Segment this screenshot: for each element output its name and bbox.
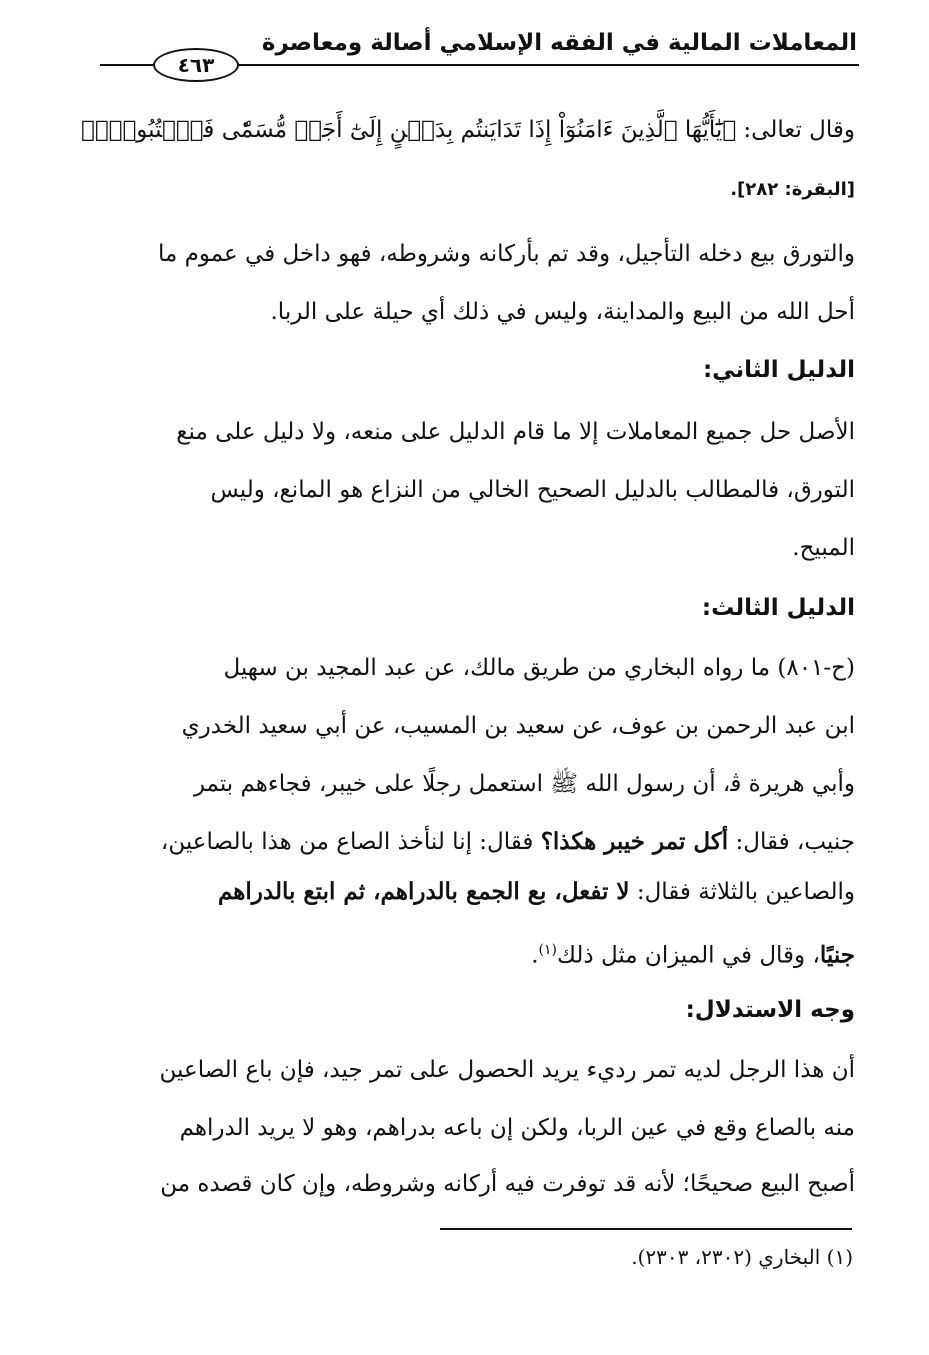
footnote-marker: (١) xyxy=(538,942,557,958)
hadith-line4-start: جنيب، فقال: xyxy=(728,829,855,855)
hadith-line5-bold: لا تفعل، بع الجمع بالدراهم، ثم ابتع بالدراهم xyxy=(217,878,630,905)
hadith-line3: وأبي هريرة ﭬ، أن رسول الله ﷺ استعمل رجلًا على خيبر، فجاءهم بتمر xyxy=(193,771,855,797)
hadith-line5 xyxy=(218,872,855,912)
footnote: (١) البخاري (٢٣٠٢، ٢٣٠٣). xyxy=(631,1245,853,1269)
para2-line3: المبيح. xyxy=(792,535,855,561)
footnote-rule xyxy=(440,1228,852,1230)
hadith-line2: ابن عبد الرحمن بن عوف، عن سعيد بن المسيب، عن أبي سعيد الخدري xyxy=(181,713,855,739)
hadith-line6-bold: جنيًا xyxy=(819,941,855,969)
hadith-line5-start: والصاعين بالثلاثة فقال: xyxy=(629,879,855,905)
para4-line1: أن هذا الرجل لديه تمر رديء يريد الحصول على تمر جيد، فإن باع الصاعين xyxy=(159,1057,855,1083)
para4-line3: أصبح البيع صحيحًا؛ لأنه قد توفرت فيه أركانه وشروطه، وإن كان قصده من xyxy=(160,1171,855,1197)
heading-inference: وجه الاستدلال: xyxy=(685,997,855,1023)
hadith-line6 xyxy=(531,930,855,976)
heading-third-evidence: الدليل الثالث: xyxy=(701,595,855,621)
hadith-line4-end: فقال: إنا لنأخذ الصاع من هذا بالصاعين، xyxy=(160,829,541,855)
hadith-line4 xyxy=(161,822,855,862)
para1-line1: والتورق بيع دخله التأجيل، وقد تم بأركانه وشروطه، فهو داخل في عموم ما xyxy=(157,241,855,267)
hadith-line6-text: ، وقال في الميزان مثل ذلك xyxy=(557,942,820,969)
hadith-line4-bold: أكل تمر خيبر هكذا؟ xyxy=(540,828,729,855)
running-title: المعاملات المالية في الفقه الإسلامي أصالة ومعاصرة xyxy=(261,30,857,56)
hadith-line6-end: . xyxy=(531,942,539,969)
para2-line2: التورق، فالمطالب بالدليل الصحيح الخالي من النزاع هو المانع، وليس xyxy=(210,477,855,503)
heading-second-evidence: الدليل الثاني: xyxy=(702,357,855,383)
verse-reference: [البقرة: ٢٨٢]. xyxy=(730,179,855,200)
page-number: ٤٦٣ xyxy=(153,48,239,82)
hadith-line1: (ح-٨٠١) ما رواه البخاري من طريق مالك، عن عبد المجيد بن سهيل xyxy=(223,655,855,681)
verse-line: وقال تعالى: ﴿يَٰٓأَيُّهَا ٱلَّذِينَ ءَامَنُوٓاْ إِذَا تَدَايَنتُم بِدَيۡنٍ إِلَىٰٓ أَجَلٖ مُّسَمّٗى فَٱكۡتُبُوهُۚ﴾ xyxy=(81,117,855,143)
para1-line2: أحل الله من البيع والمداينة، وليس في ذلك أي حيلة على الربا. xyxy=(270,299,855,325)
para2-line1: الأصل حل جميع المعاملات إلا ما قام الدليل على منعه، ولا دليل على منع xyxy=(176,419,855,445)
para4-line2: منه بالصاع وقع في عين الربا، ولكن إن باعه بدراهم، وهو لا يريد الدراهم xyxy=(179,1115,855,1141)
